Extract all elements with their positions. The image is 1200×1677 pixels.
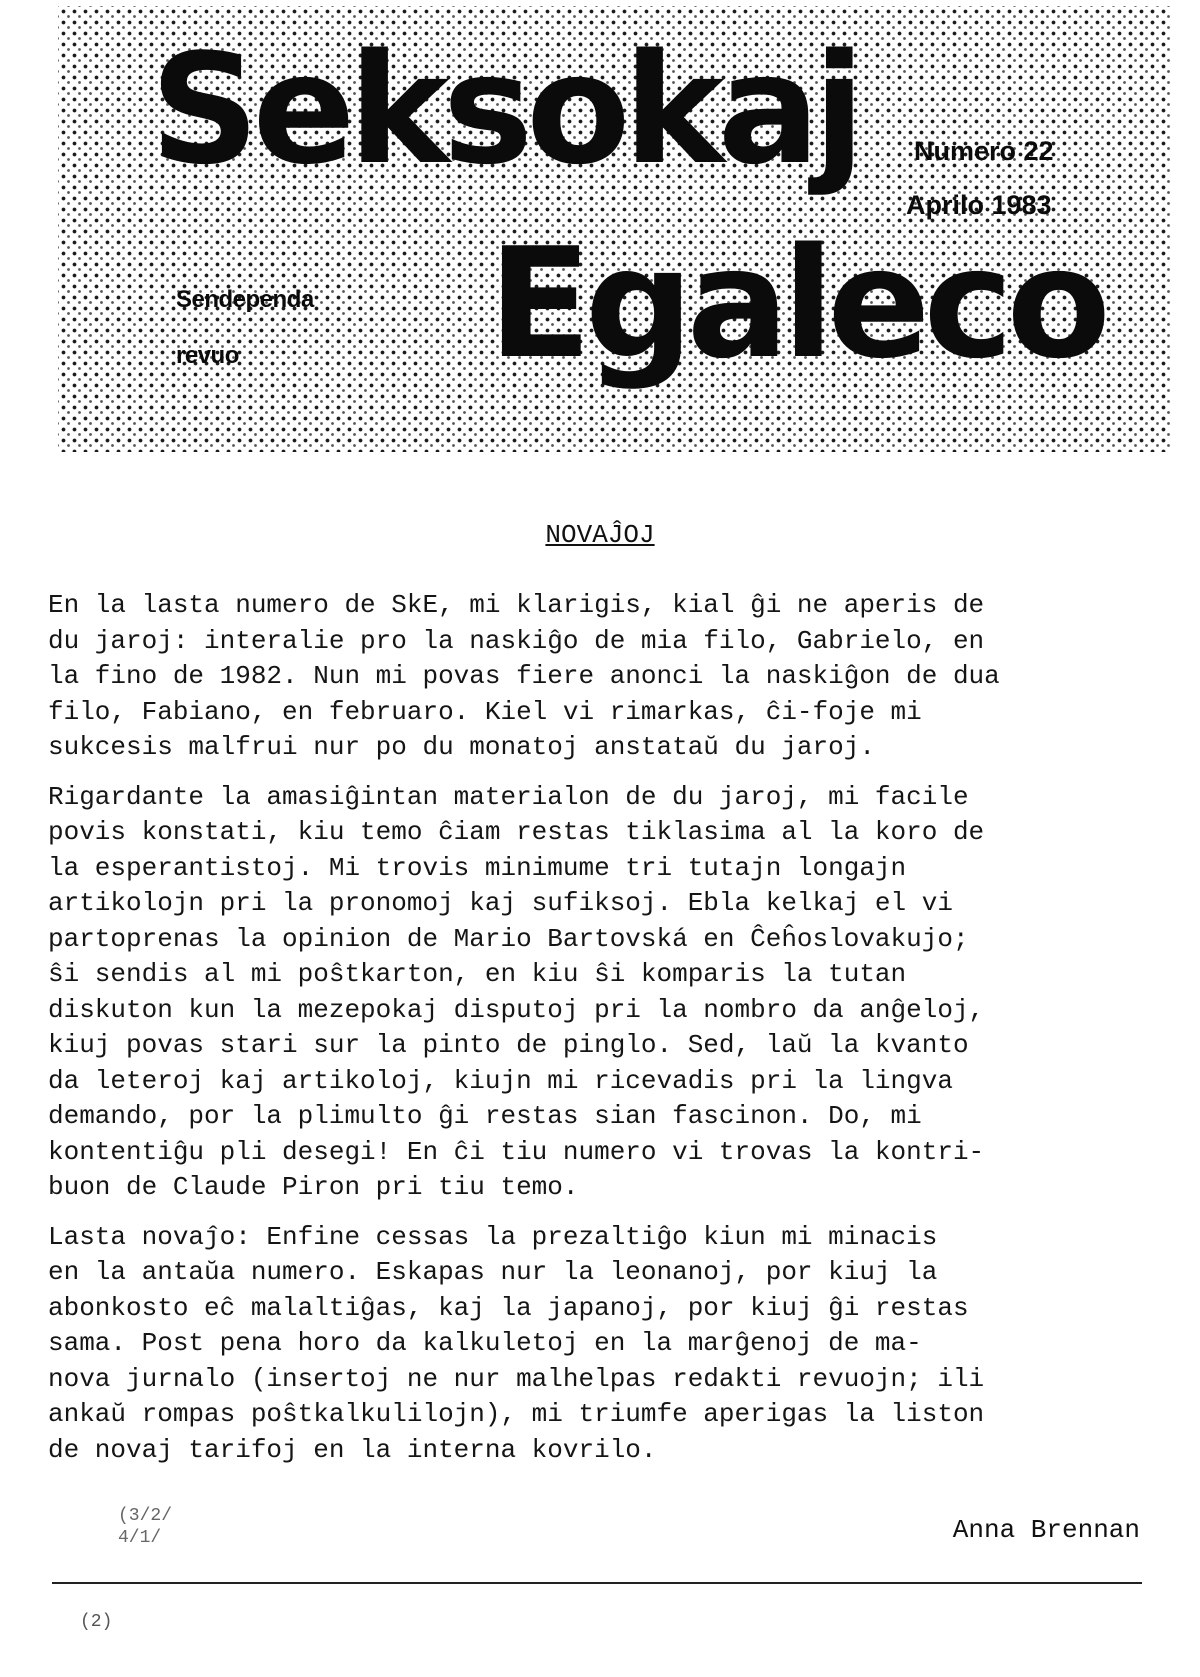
article-body — [48, 588, 1148, 1482]
paragraph-line: kontentiĝu pli desegi! En ĉi tiu numero vi trovas la kontri- — [48, 1136, 985, 1167]
paragraph-line: diskuton kun la mezepokaj disputoj pri la nombro da anĝeloj, — [48, 994, 985, 1025]
paragraph-line: du jaroj: interalie pro la naskiĝo de mia filo, Gabrielo, en — [48, 625, 985, 656]
paragraph-line: demando, por la plimulto ĝi restas sian fascinon. Do, mi — [48, 1101, 922, 1131]
handwritten-note-line2: 4/1/ — [118, 1528, 162, 1548]
paragraph-line: Lasta novaĵo: Enfine cessas la prezaltiĝo kiun mi minacis — [48, 1221, 938, 1252]
paragraph-line: sukcesis malfrui nur po du monatoj anstataŭ du jaroj. — [48, 732, 875, 762]
handwritten-note-line1: (3/2/ — [118, 1506, 173, 1526]
paragraph-line: abonkosto eĉ malaltiĝas, kaj la japanoj, por kiuj ĝi restas — [48, 1292, 969, 1323]
paragraph-line: nova jurnalo (insertoj ne nur malhelpas redakti revuojn; ili — [48, 1363, 985, 1394]
paragraph-line: ŝi sendis al mi poŝtkarton, en kiu ŝi komparis la tutan — [48, 959, 907, 989]
paragraph-2 — [48, 780, 1148, 1206]
issue-number: Numero 22 — [914, 136, 1054, 166]
paragraph-line: kiuj povas stari sur la pinto de pinglo. Sed, laŭ la kvanto — [48, 1030, 969, 1060]
page-mark: (2) — [80, 1612, 113, 1632]
paragraph-line: partoprenas la opinion de Mario Bartovská en Ĉeĥoslovakujo; — [48, 923, 969, 954]
paragraph-line: en la antaŭa numero. Eskapas nur la leonanoj, por kiuj la — [48, 1257, 938, 1287]
footer-divider — [52, 1582, 1142, 1584]
paragraph-line: la fino de 1982. Nun mi povas fiere anonci la naskiĝon de dua — [48, 661, 1000, 691]
paragraph-line: artikolojn pri la pronomoj kaj sufiksoj. Ebla kelkaj el vi — [48, 888, 953, 918]
paragraph-line: da leteroj kaj artikoloj, kiujn mi ricevadis pri la lingva — [48, 1065, 953, 1096]
masthead-subtitle-line2: revuo — [176, 342, 239, 369]
masthead-title-egaleco: Egaleco — [488, 215, 1104, 392]
paragraph-line: povis konstati, kiu temo ĉiam restas tiklasima al la koro de — [48, 817, 985, 847]
masthead-subtitle-line1: Sendependa — [176, 286, 314, 313]
paragraph-line: ankaŭ rompas poŝtkalkulilojn), mi triumfe aperigas la liston — [48, 1399, 985, 1429]
issue-date: Aprilo 1983 — [906, 190, 1052, 220]
handwritten-note — [118, 1505, 172, 1549]
paragraph-3 — [48, 1220, 1148, 1469]
paragraph-line: Rigardante la amasiĝintan materialon de du jaroj, mi facile — [48, 781, 969, 812]
paragraph-line: filo, Fabiano, en februaro. Kiel vi rimarkas, ĉi-foje mi — [48, 696, 922, 727]
paragraph-line: sama. Post pena horo da kalkuletoj en la marĝenoj de ma- — [48, 1328, 922, 1358]
paragraph-line: En la lasta numero de SkE, mi klarigis, kial ĝi ne aperis de — [48, 590, 985, 620]
paragraph-line: la esperantistoj. Mi trovis minimume tri tutajn longajn — [48, 852, 907, 883]
masthead-title-seksokaj: Seksokaj — [150, 21, 859, 198]
paragraph-1 — [48, 588, 1148, 766]
author-signature: Anna Brennan — [952, 1515, 1140, 1545]
paragraph-line: buon de Claude Piron pri tiu temo. — [48, 1172, 579, 1202]
paragraph-line: de novaj tarifoj en la interna kovrilo. — [48, 1434, 657, 1465]
masthead-banner — [58, 6, 1170, 452]
article-heading: NOVAĴOJ — [545, 520, 655, 550]
